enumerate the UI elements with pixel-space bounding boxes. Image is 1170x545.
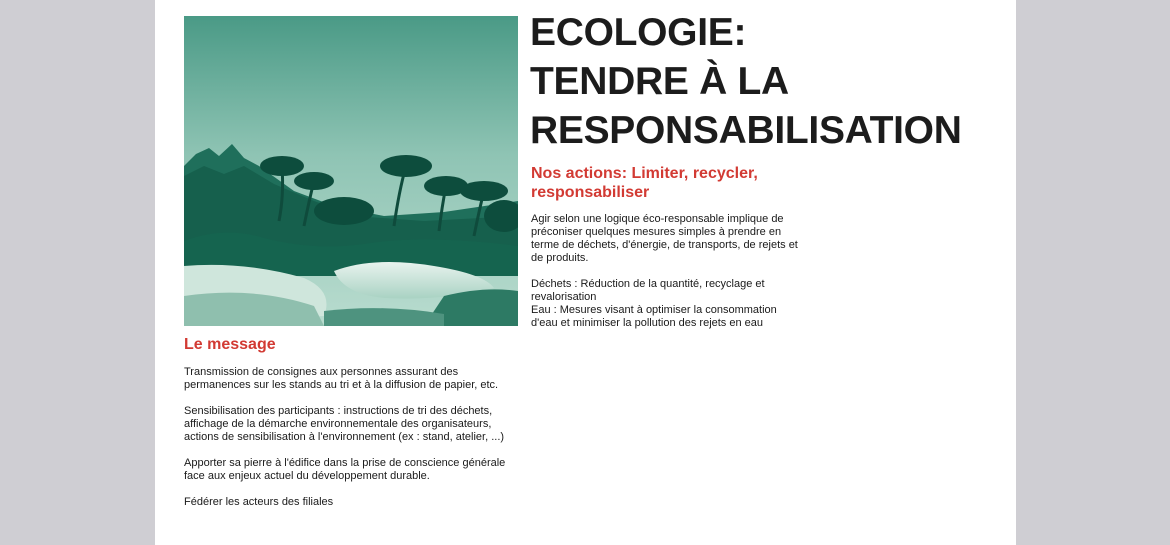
actions-heading: Nos actions: Limiter, recycler, responsabiliser	[531, 165, 758, 201]
message-paragraph: Fédérer les acteurs des filiales	[184, 496, 334, 508]
message-paragraph: Sensibilisation des participants : instructions de tri des déchets, affichage de la démarche environnementale des organisateurs, actions de sensibilisation à l'environnement (ex : stand, atelier, ...)	[184, 405, 505, 443]
title-line-3: RESPONSABILISATION	[530, 109, 962, 152]
message-paragraph: Transmission de consignes aux personnes assurant des permanences sur les stands au tri et à la diffusion de papier, etc.	[184, 366, 499, 391]
message-heading: Le message	[184, 336, 276, 353]
oasis-photo	[184, 16, 518, 326]
actions-dechets: Déchets : Réduction de la quantité, recyclage et revalorisation	[531, 278, 765, 303]
message-text	[184, 366, 514, 522]
title-line-1: ECOLOGIE:	[530, 11, 747, 54]
page-sheet	[155, 0, 1016, 545]
actions-intro: Agir selon une logique éco-responsable implique de préconiser quelques mesures simples à prendre en terme de déchets, d'énergie, de transports, de rejets et de produits.	[531, 213, 798, 264]
page-title	[530, 8, 1010, 155]
message-paragraph: Apporter sa pierre à l'édifice dans la prise de conscience générale face aux enjeux actuel du développement durable.	[184, 457, 506, 482]
actions-eau: Eau : Mesures visant à optimiser la consommation d'eau et minimiser la pollution des rejets en eau	[531, 304, 777, 329]
title-line-2: TENDRE À LA	[530, 60, 789, 103]
actions-text	[531, 213, 801, 330]
